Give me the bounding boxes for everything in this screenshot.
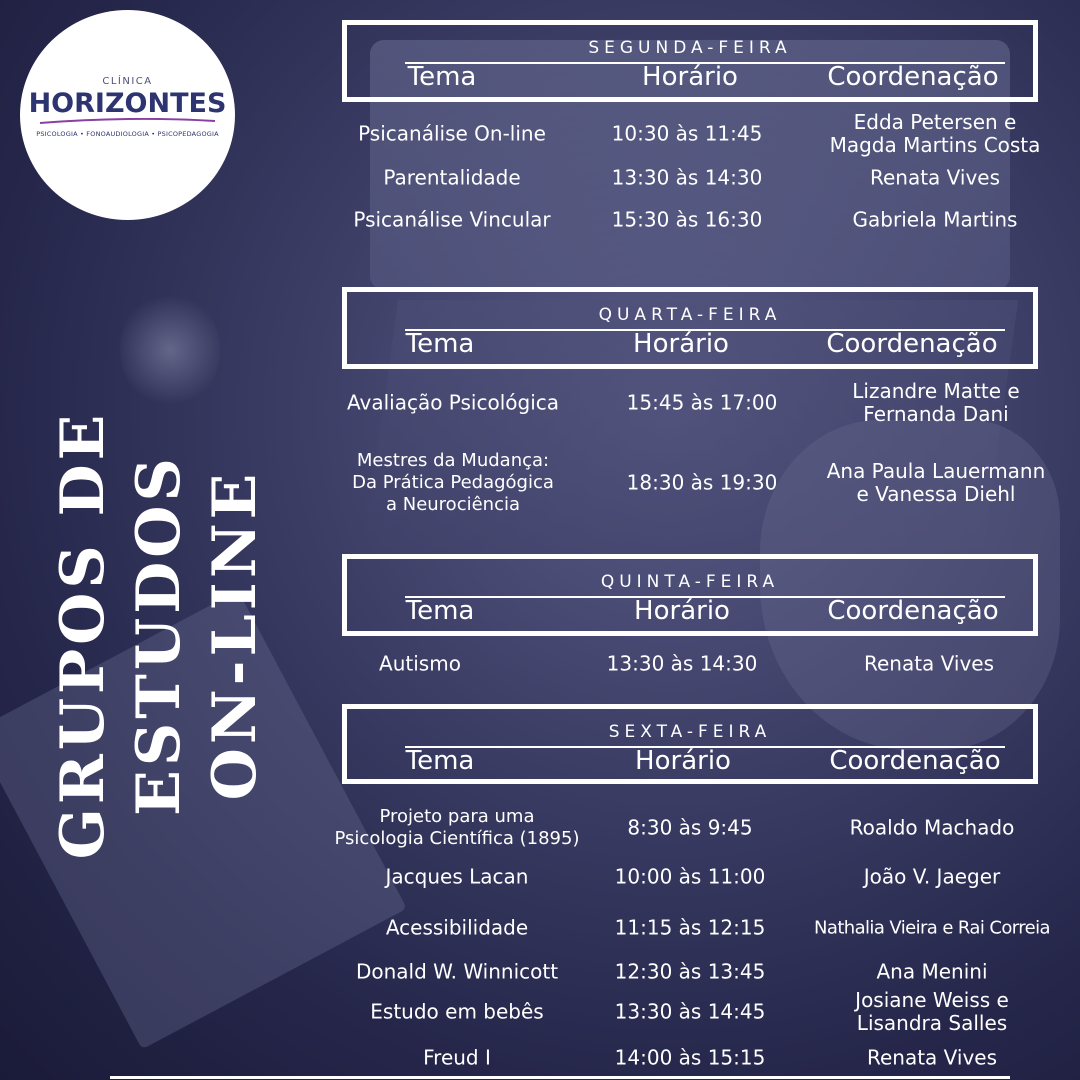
schedule-cell-tema: Projeto para uma Psicologia Científica (1895): [334, 806, 580, 849]
schedule-cell-coordenacao: Nathalia Vieira e Rai Correia: [814, 917, 1050, 939]
clinic-logo: [20, 10, 235, 220]
schedule-cell-coordenacao: Lizandre Matte e Fernanda Dani: [852, 379, 1020, 426]
schedule-cell-tema: Freud I: [423, 1045, 491, 1070]
schedule-cell-coordenacao: Ana Menini: [876, 959, 988, 984]
schedule-cell-coordenacao: Renata Vives: [869, 165, 1001, 190]
schedule-cell-tema: Autismo: [379, 651, 461, 676]
schedule-cell-coordenacao: João V. Jaeger: [863, 864, 1001, 889]
schedule-cell-horario: 10:00 às 11:00: [614, 864, 766, 889]
schedule-cell-tema: Psicanálise Vincular: [353, 207, 551, 232]
schedule-cell-coordenacao: Gabriela Martins: [852, 207, 1018, 232]
schedule-cell-horario: 13:30 às 14:30: [606, 651, 758, 676]
schedule-cell-coordenacao: Renata Vives: [866, 1045, 998, 1070]
schedule-cell-horario: 15:45 às 17:00: [626, 390, 778, 415]
schedule-cell-horario: 15:30 às 16:30: [611, 207, 763, 232]
day-name: QUARTA-FEIRA: [598, 305, 782, 325]
schedule-cell-tema: Acessibilidade: [385, 915, 529, 940]
schedule-cell-tema: Mestres da Mudança: Da Prática Pedagógica a Neurociência: [352, 450, 554, 515]
schedule-cell-horario: 11:15 às 12:15: [614, 915, 766, 940]
schedule-cell-tema: Psicanálise On-line: [358, 121, 546, 146]
day-name: SEGUNDA-FEIRA: [588, 38, 792, 58]
schedule-cell-tema: Donald W. Winnicott: [355, 959, 559, 984]
schedule-cell-coordenacao: Ana Paula Lauermann e Vanessa Diehl: [826, 459, 1046, 506]
schedule-cell-tema: Jacques Lacan: [385, 864, 529, 889]
column-header-coordenacao: Coordenação: [827, 596, 999, 626]
day-name: SEXTA-FEIRA: [608, 722, 772, 742]
schedule-cell-coordenacao: Edda Petersen e Magda Martins Costa: [829, 110, 1041, 157]
column-header-tema: Tema: [405, 746, 475, 776]
logo-subtitle: PSICOLOGIA • FONOAUDIOLOGIA • PSICOPEDAGOGIA: [36, 130, 219, 138]
title-line-1: GRUPOS DE ESTUDOS: [48, 410, 194, 860]
schedule-cell-horario: 10:30 às 11:45: [611, 121, 763, 146]
schedule-cell-horario: 12:30 às 13:45: [614, 959, 766, 984]
column-header-coordenacao: Coordenação: [826, 329, 998, 359]
schedule-cell-horario: 14:00 às 15:15: [614, 1045, 766, 1070]
schedule-cell-tema: Estudo em bebês: [370, 999, 544, 1024]
bottom-divider: [110, 1076, 1010, 1079]
schedule-cell-tema: Parentalidade: [383, 165, 521, 190]
column-header-tema: Tema: [407, 62, 477, 92]
schedule-cell-tema: Avaliação Psicológica: [346, 390, 560, 415]
column-header-horario: Horário: [634, 596, 730, 626]
schedule-cell-coordenacao: Roaldo Machado: [849, 815, 1015, 840]
column-header-horario: Horário: [635, 746, 731, 776]
title-line-2: ON-LINE: [200, 469, 270, 801]
column-header-tema: Tema: [405, 596, 475, 626]
column-header-horario: Horário: [633, 329, 729, 359]
logo-top-text: CLÍNICA: [102, 76, 153, 87]
column-header-horario: Horário: [642, 62, 738, 92]
logo-swoosh-icon: [40, 118, 215, 124]
column-header-coordenacao: Coordenação: [829, 746, 1001, 776]
schedule-cell-coordenacao: Renata Vives: [863, 651, 995, 676]
schedule-cell-horario: 13:30 às 14:45: [614, 999, 766, 1024]
schedule-cell-horario: 13:30 às 14:30: [611, 165, 763, 190]
schedule-cell-horario: 18:30 às 19:30: [626, 470, 778, 495]
logo-main-text: HORIZONTES: [28, 88, 227, 119]
schedule-cell-coordenacao: Josiane Weiss e Lisandra Salles: [855, 988, 1009, 1035]
column-header-coordenacao: Coordenação: [827, 62, 999, 92]
day-name: QUINTA-FEIRA: [600, 572, 780, 592]
column-header-tema: Tema: [405, 329, 475, 359]
schedule-cell-horario: 8:30 às 9:45: [627, 815, 753, 840]
